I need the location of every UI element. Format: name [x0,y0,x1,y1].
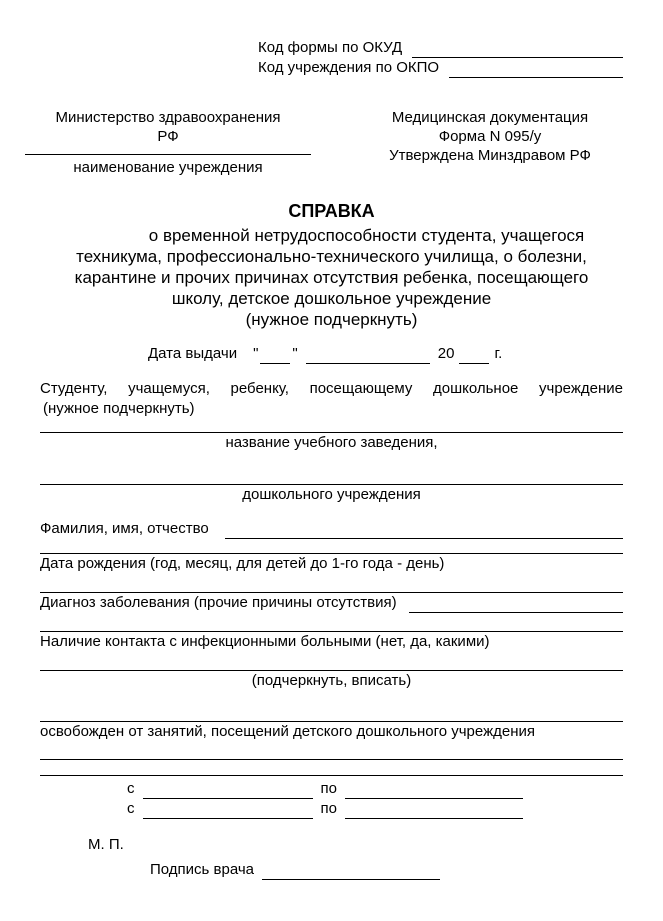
period-to-label: по [320,800,337,817]
doc-info-line2: Форма N 095/у [438,128,542,145]
form-title: СПРАВКА [288,201,375,221]
recipient-line [40,379,623,399]
period-from-label: с [127,800,135,817]
recipient-word: посещающему [309,380,413,397]
okpo-code-label: Код учреждения по ОКПО [258,59,440,76]
ministry-name-line1: Министерство здравоохранения [55,109,281,126]
issue-date-row [148,344,623,364]
period-row-2 [127,799,623,819]
period-from-field-line[interactable] [143,802,313,819]
institution-name-caption: наименование учреждения [73,159,263,176]
birthdate-label: Дата рождения (год, месяц, для детей до 1-го года - день) [40,555,445,572]
doc-info-block [370,108,610,177]
diagnosis-row [40,593,623,613]
diagnosis-field-line[interactable] [409,596,623,613]
doc-info-line1: Медицинская документация [391,109,589,126]
period-row-1 [127,779,623,799]
doc-info-line3: Утверждена Минздравом РФ [389,147,591,164]
okpo-code-row [258,58,623,78]
period-from-field-line[interactable] [143,782,313,799]
form-subtitle [40,225,623,330]
diagnosis-label: Диагноз заболевания (прочие причины отсутствия) [40,594,397,611]
doctor-signature-label: Подпись врача [150,861,255,878]
contact-label: Наличие контакта с инфекционными больными (нет, да, какими) [40,633,490,650]
issue-date-label: Дата выдачи [148,345,238,362]
okud-code-field-line[interactable] [412,41,623,58]
year-century-prefix: 20 [437,345,455,362]
okud-code-row [258,38,623,58]
form-header [40,108,623,177]
ministry-name-line2: РФ [157,128,179,145]
doctor-signature-row [150,860,623,880]
year-suffix: г. [494,345,503,362]
period-to-field-line[interactable] [345,802,523,819]
fullname-label: Фамилия, имя, отчество [40,520,209,537]
subtitle-line: техникума, профессионально-технического училища, о болезни, [76,247,587,266]
stamp-place-label: М. П. [88,836,124,853]
subtitle-line: карантине и прочих причинах отсутствия ребенка, посещающего [74,268,589,287]
doctor-signature-field-line[interactable] [262,863,440,880]
recipient-word: ребенку, [230,380,289,397]
okud-code-label: Код формы по ОКУД [258,39,403,56]
release-field-line-1[interactable] [40,759,623,760]
period-to-label: по [320,780,337,797]
form-codes-block [258,38,623,78]
close-quote: " [292,345,298,362]
period-from-label: с [127,780,135,797]
subtitle-line: о временной нетрудоспособности студента, учащегося [148,226,585,245]
issuer-block [25,108,311,177]
recipient-underline-note: (нужное подчеркнуть) [43,400,195,417]
recipient-word: учащемуся, [128,380,210,397]
contact-underline-note: (подчеркнуть, вписать) [251,672,412,689]
institution-name-field-line[interactable] [25,154,311,155]
okpo-code-field-line[interactable] [449,61,623,78]
fullname-field-line[interactable] [225,522,623,539]
period-to-field-line[interactable] [345,782,523,799]
preschool-caption: дошкольного учреждения [242,486,421,503]
school-name-caption: название учебного заведения, [225,434,438,451]
release-field-line-2[interactable] [40,775,623,776]
issue-year-field-line[interactable] [459,347,489,364]
issue-month-field-line[interactable] [306,347,430,364]
subtitle-line: школу, детское дошкольное учреждение [171,289,492,308]
recipient-word: дошкольное [432,380,519,397]
issue-day-field-line[interactable] [260,347,290,364]
open-quote: " [253,345,259,362]
release-label: освобожден от занятий, посещений детского дошкольного учреждения [40,723,535,740]
subtitle-underline-note: (нужное подчеркнуть) [245,310,418,329]
fullname-row [40,519,623,539]
recipient-word: учреждение [539,380,623,397]
recipient-word: Студенту, [40,380,108,397]
